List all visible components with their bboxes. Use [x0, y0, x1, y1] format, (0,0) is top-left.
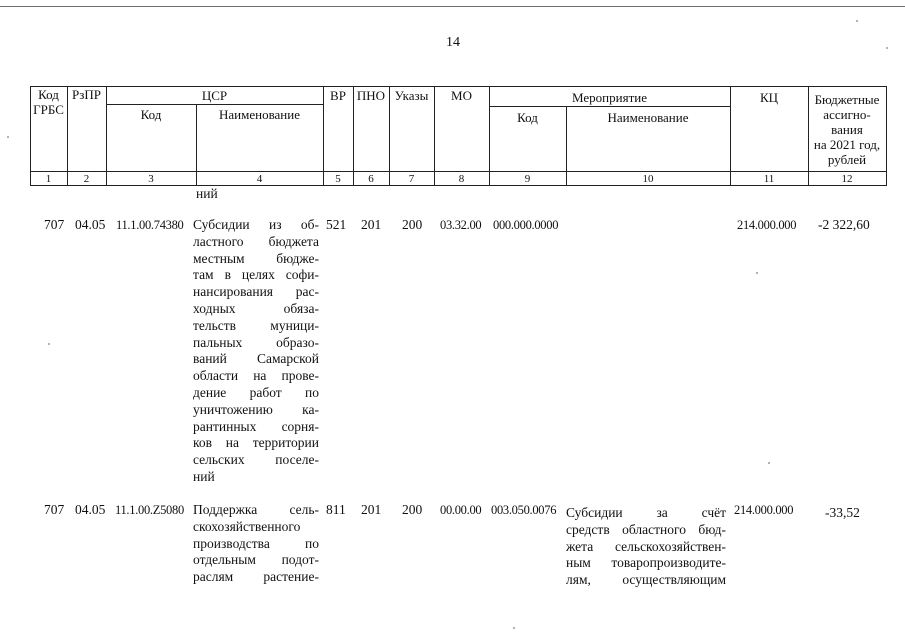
header-csr-kod: Код: [140, 107, 162, 122]
header-meropriyatie: Мероприятие: [572, 90, 647, 105]
column-number: 6: [368, 173, 374, 185]
row-kc: 214.000.000: [737, 218, 797, 232]
row-name: Поддержка сель- скохозяйственного производства по отдельным подот- раслям растение-: [193, 502, 319, 585]
column-number: 10: [642, 173, 654, 185]
row-mer-name: Субсидии за счёт средств областного бюд- жета сельскохозяйствен- ным товаропроизводите- лям, осуществляющим: [566, 505, 726, 588]
continuation-text: ний: [196, 186, 218, 201]
row-vr: 521: [326, 217, 347, 232]
row-mer-kod: 003.050.0076: [491, 503, 557, 517]
column-number: 8: [458, 173, 465, 185]
row-kc: 214.000.000: [734, 503, 794, 517]
column-number: 3: [148, 173, 154, 185]
column-number: 1: [45, 173, 52, 185]
row-grbs: 707: [44, 502, 65, 517]
row-rzpr: 04.05: [75, 217, 106, 232]
row-mo: 00.00.00: [440, 503, 482, 517]
page-top-border: [0, 6, 905, 7]
row-mo: 03.32.00: [440, 218, 482, 232]
row-csr: 11.1.00.74380: [116, 218, 184, 232]
header-mo: МО: [451, 88, 472, 103]
row-ukazy: 200: [402, 217, 423, 232]
scan-speck: [48, 343, 50, 345]
header-pno: ПНО: [356, 88, 386, 103]
row-pno: 201: [361, 217, 382, 232]
row-pno: 201: [361, 502, 382, 517]
row-name: Субсидии из об- ластного бюджета местным бюдже- там в целях софи- нансирования рас- ходных обяза- тельств муници- пальных образо- ваний Самарской области на прове- дение работ по уничтожению ка- рантинных сорня- ков на территории сельских поселе- ний: [193, 217, 319, 484]
column-number: 7: [408, 173, 415, 185]
scan-speck: [856, 20, 858, 22]
row-amount: -2 322,60: [818, 217, 870, 232]
column-number: 12: [841, 173, 853, 185]
header-mer-kod: Код: [517, 110, 538, 125]
header-mer-name: Наименование: [607, 110, 689, 125]
column-number: 4: [256, 173, 263, 185]
header-csr: ЦСР: [201, 88, 228, 103]
column-number: 11: [763, 173, 775, 185]
column-number: 9: [524, 173, 531, 185]
header-line-mer: [489, 106, 730, 107]
scan-speck: [7, 136, 9, 138]
col-line: [886, 86, 887, 186]
row-rzpr: 04.05: [75, 502, 106, 517]
header-line-csr: [106, 104, 323, 105]
row-mer-kod: 000.000.0000: [493, 218, 559, 232]
header-budget: Бюджетные ассигно- вания на 2021 год, рублей: [813, 92, 881, 167]
header-line-top: [30, 86, 886, 87]
row-ukazy: 200: [402, 502, 423, 517]
row-grbs: 707: [44, 217, 65, 232]
scan-speck: [768, 462, 770, 464]
scan-speck: [756, 272, 758, 274]
header-csr-name: Наименование: [219, 107, 300, 122]
row-csr: 11.1.00.Z5080: [115, 503, 184, 517]
header-kc: КЦ: [759, 90, 779, 105]
scan-speck: [513, 627, 515, 629]
row-vr: 811: [326, 502, 346, 517]
page-number: 14: [446, 35, 460, 50]
header-rzpr: РзПР: [72, 87, 101, 102]
row-amount: -33,52: [825, 505, 860, 520]
header-vr: ВР: [330, 88, 346, 103]
column-number: 5: [335, 173, 341, 185]
column-number: 2: [83, 173, 90, 185]
header-kod-grbs: Код ГРБС: [33, 87, 64, 117]
header-ukazy: Указы: [394, 88, 429, 103]
scan-speck: [886, 47, 888, 49]
